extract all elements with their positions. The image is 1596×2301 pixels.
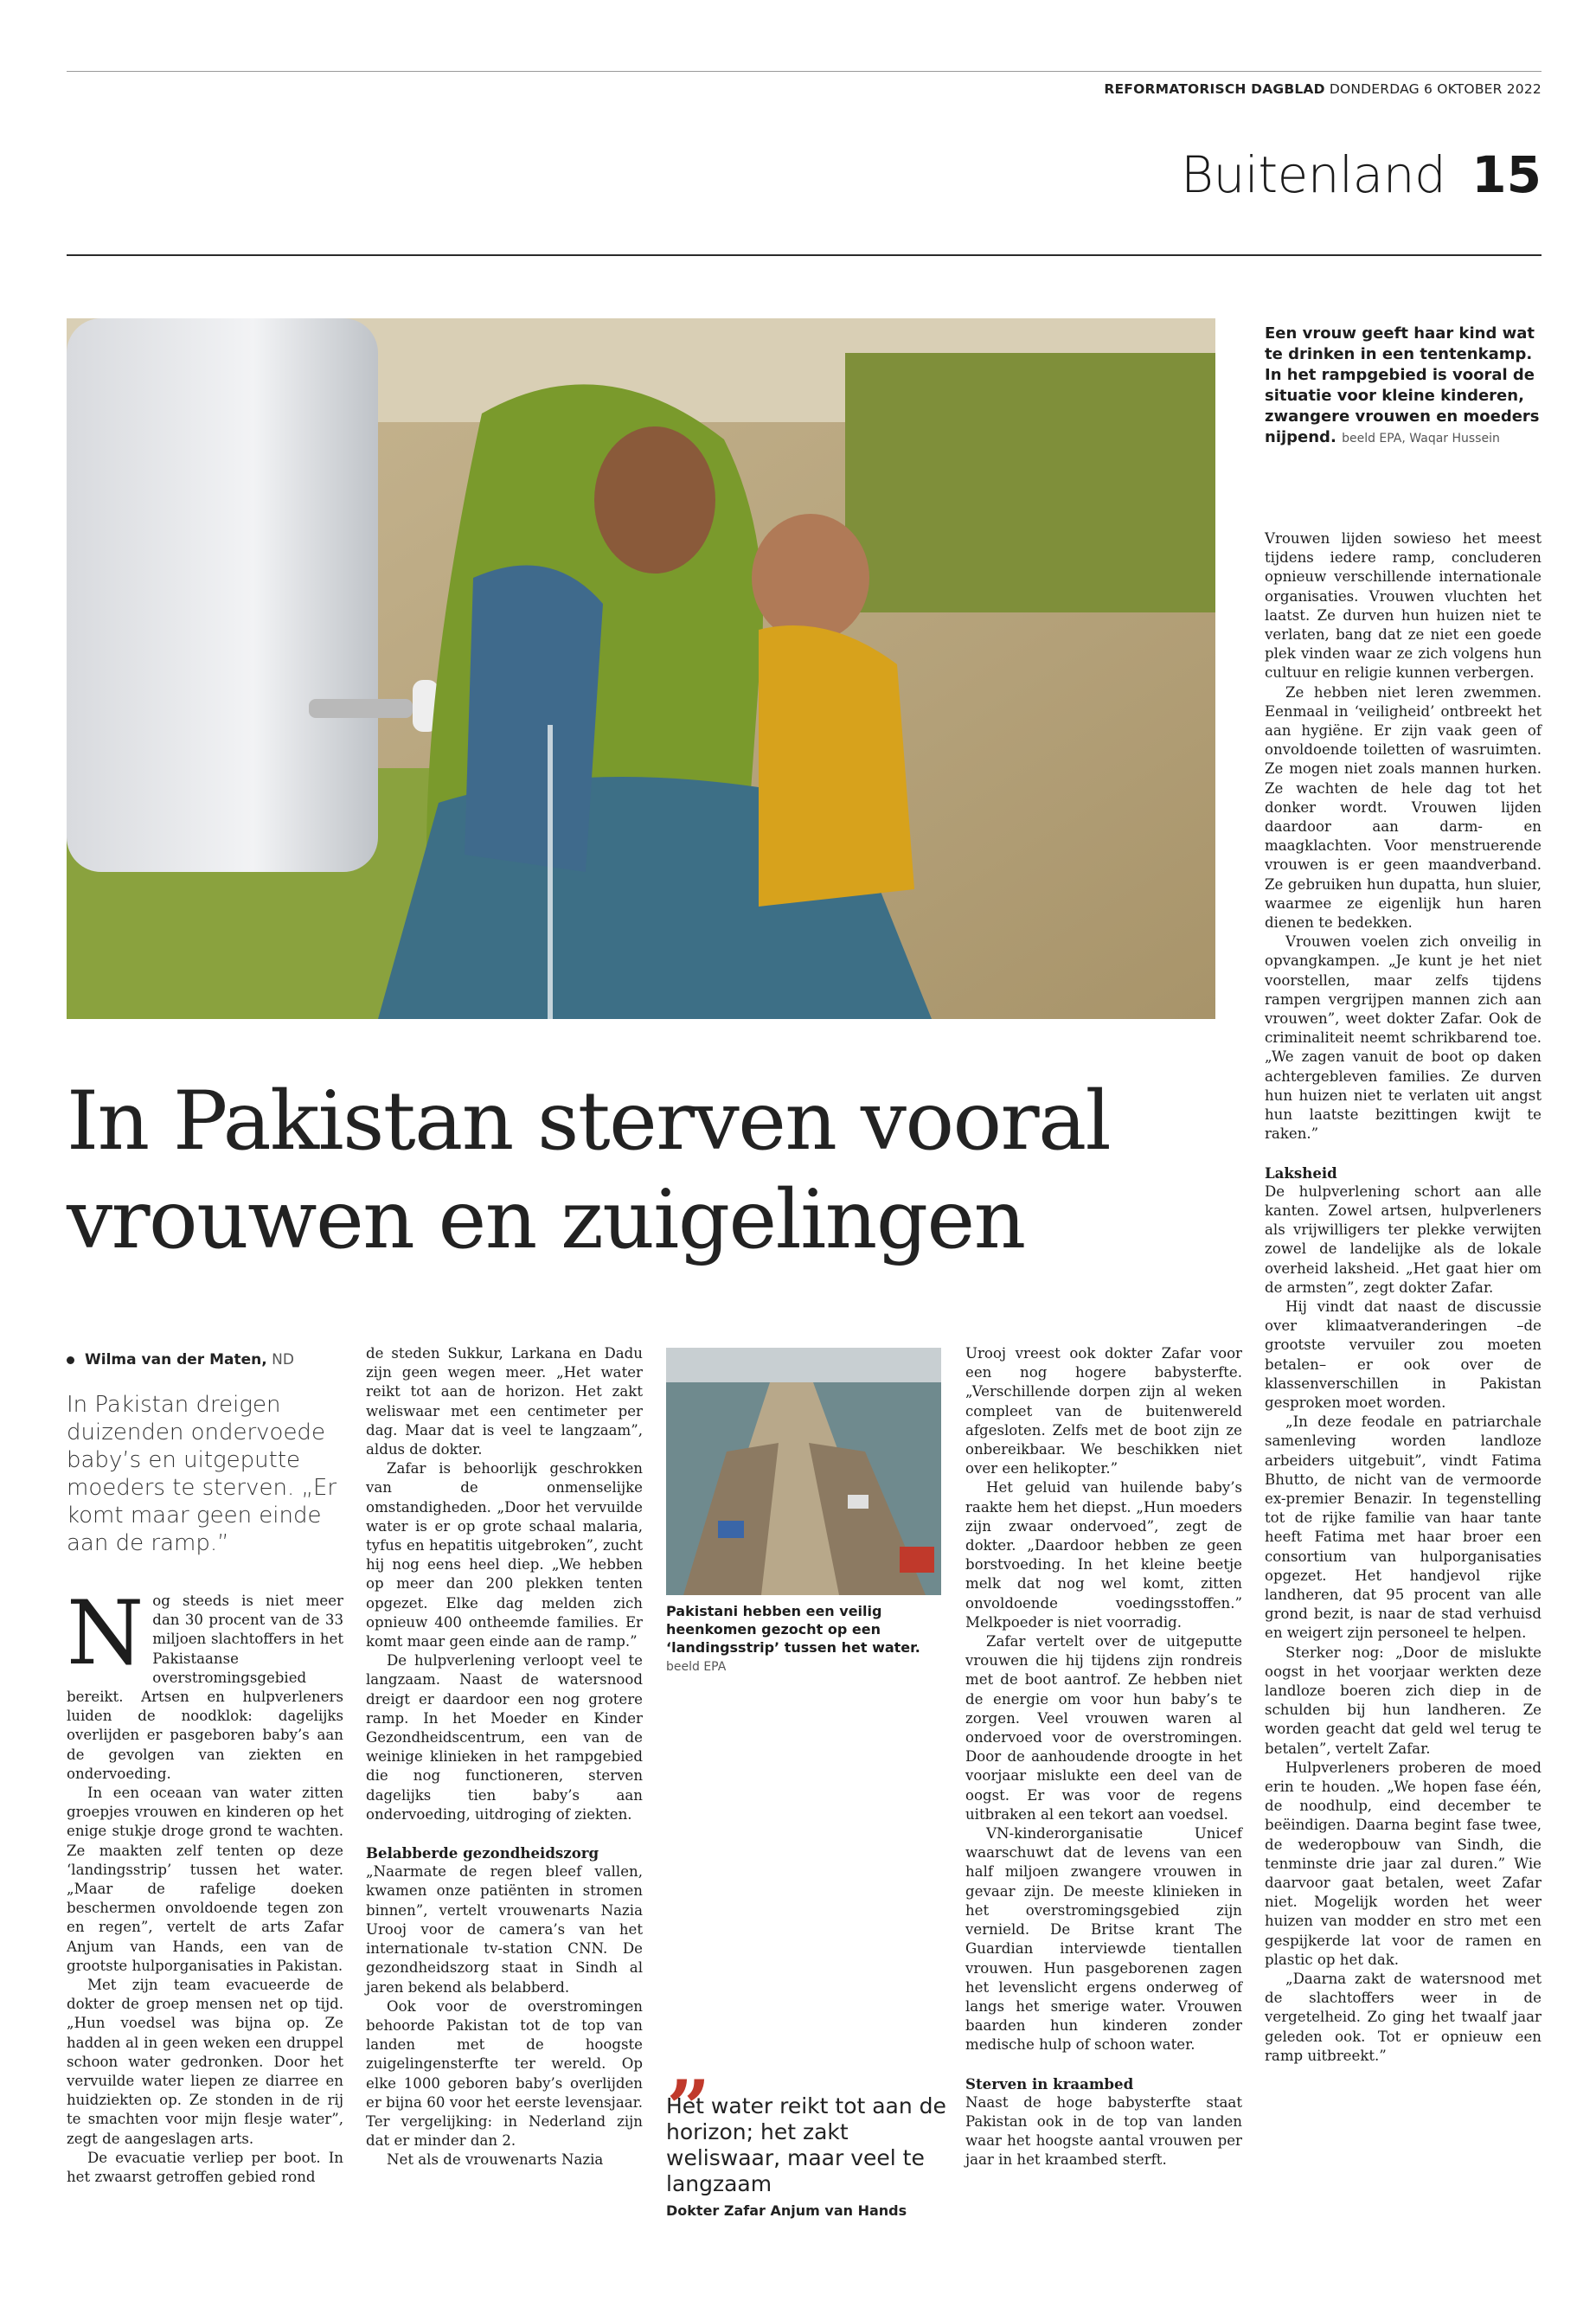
col4-p7: Sterker nog: „Door de mislukte oogst in het voorjaar werkten deze landloze boeren zich diep in de schulden bij hun landheren. Ze worden geacht dat geld wel terug te betalen”, vertelt Zafar. bbox=[1265, 1644, 1542, 1757]
col4-subhead: Laksheid bbox=[1265, 1163, 1337, 1182]
byline-bullet-icon bbox=[67, 1356, 74, 1364]
col4-p6: „In deze feodale en patriarchale samenleving worden landloze arbeiders uitgebuit”, vindt Fatima Bhutto, de nicht van de vermoorde ex-premier Benazir. In tegenstelling tot de rijke familie van haar tante heeft Fatima met haar broer een consortium van hulporganisaties opgezet. Het handjevol rijke landheren, dat 95 procent van alle grond bezit, is naar de stad verhuisd en weigert zijn personeel te helpen. bbox=[1265, 1413, 1542, 1642]
column-3 bbox=[965, 1344, 1242, 2170]
column-4 bbox=[1265, 529, 1542, 2066]
col2-subhead: Belabberde gezondheidszorg bbox=[366, 1844, 599, 1862]
col2-p5: Ook voor de overstromingen behoorde Pakistan tot de top van landen met de hoogste zuigelingensterfte ter wereld. Op elke 1000 geboren baby’s overlijden er bijna 60 voor het eerste levensjaar. Ter vergelijking: in Nederland zijn dat er minder dan 2. bbox=[366, 1997, 643, 2150]
hero-caption bbox=[1265, 324, 1542, 449]
pullquote-text: Het water reikt tot aan de horizon; het zakt weliswaar, maar veel te langzaam bbox=[666, 2093, 946, 2196]
col3-p3: Zafar vertelt over de uitgeputte vrouwen die hij tijdens zijn rondreis met de boot aantrof. Ze hebben niet de energie om voor hun baby’s te zorgen. Veel vrouwen waren al ondervoed voor de overstromingen. Door de aanhoudende droogte in het voorjaar mislukte een deel van de oogst. Er was voor de regens uitbraken al een tekort aan voedsel. bbox=[965, 1633, 1242, 1823]
dropcap-paragraph bbox=[67, 1582, 343, 1784]
hero-photo-illustration bbox=[67, 318, 1215, 1019]
dropcap: N bbox=[67, 1582, 144, 1685]
col4-p8: Hulpverleners proberen de moed erin te houden. „We hopen fase één, de noodhulp, eind december te beëindigen. Daarna begint fase twee, de wederopbouw van Sindh, die tenminste drie jaar zal duren.” Wie daarvoor gaat betalen, weet Zafar niet. Mogelijk worden het weer huizen van modder en stro met een gespijkerde lat voor de ramen en plastic op het dak. bbox=[1265, 1759, 1542, 1968]
col2-p6: Net als de vrouwenarts Nazia bbox=[387, 2151, 604, 2169]
col4-p3: Vrouwen voelen zich onveilig in opvangkampen. „Je kunt je het niet voorstellen, maar zelfs tijdens rampen vergrijpen mannen zich aan vrouwen”, weet dokter Zafar. Ook de criminaliteit neemt schrikbarend toe. „We zagen vanuit de boot op daken achtergebleven families. Ze durven hun huizen niet te verlaten uit angst hun laatste bezittingen kwijt te raken.” bbox=[1265, 933, 1542, 1143]
col1-p2: In een oceaan van water zitten groepjes vrouwen en kinderen op het enige stukje droge grond te wachten. Ze maakten zelf tenten op deze ‘landingsstrip’ tussen het water. „Maar de rafelige doeken beschermen onvoldoende tegen zon en regen”, vertelt de arts Zafar Anjum van Hands, een van de grootste hulporganisaties in Pakistan. bbox=[67, 1785, 343, 1974]
col3-p4: VN-kinderorganisatie Unicef waarschuwt dat de levens van een half miljoen zwangere vrouwen in gevaar zijn. De meeste klinieken in het overstromingsgebied zijn vernield. De Britse krant The Guardian interviewde tientallen vrouwen. Hun pasgeborenen zagen het levenslicht ergens onderweg of langs het smerige water. Vrouwen baarden hun kinderen zonder medische hulp of schoon water. bbox=[965, 1825, 1242, 2054]
camp-photo-caption bbox=[666, 1602, 941, 1676]
top-rule bbox=[67, 71, 1542, 72]
hero-photo bbox=[67, 318, 1215, 1019]
col3-subhead: Sterven in kraambed bbox=[965, 2074, 1134, 2093]
col3-p2: Het geluid van huilende baby’s raakte hem het diepst. „Hun moeders zijn zwaar ondervoed”, zegt de dokter. „Daardoor hebben ze geen borstvoeding. In het kleine beetje melk dat nog wel komt, zitten onvoldoende voedingsstoffen.” Melkpoeder is niet voorradig. bbox=[965, 1479, 1242, 1631]
col3-p1: Urooj vreest ook dokter Zafar voor een nog hogere babysterfte. „Verschillende dorpen zijn al weken compleet van de buitenwereld afgesloten. Zelfs met de boot zijn ze onbereikbaar. We beschikken niet over een helikopter.” bbox=[965, 1345, 1242, 1477]
hero-caption-credit: beeld EPA, Waqar Hussein bbox=[1342, 432, 1500, 445]
col2-subhead-block bbox=[366, 1843, 643, 1862]
masthead bbox=[1104, 81, 1542, 97]
camp-caption-credit: beeld EPA bbox=[666, 1660, 727, 1674]
col4-subhead-block bbox=[1265, 1163, 1542, 1183]
camp-photo-illustration bbox=[666, 1348, 941, 1595]
col1-p4: De evacuatie verliep per boot. In het zwaarst getroffen gebied rond bbox=[67, 2149, 343, 2186]
column-1 bbox=[67, 1582, 343, 2187]
camp-photo bbox=[666, 1348, 941, 1595]
col3-p5: Naast de hoge babysterfte staat Pakistan ook in de top van landen waar het hoogste aantal vrouwen per jaar in het kraambed sterft. bbox=[965, 2093, 1242, 2169]
byline-author: Wilma van der Maten, bbox=[85, 1351, 267, 1368]
column-2 bbox=[366, 1344, 643, 2170]
camp-caption-text: Pakistani hebben een veilig heenkomen gezocht op een ‘landingsstrip’ tussen het water. bbox=[666, 1603, 920, 1656]
issue-date: DONDERDAG 6 OKTOBER 2022 bbox=[1329, 81, 1542, 97]
lead-paragraph: In Pakistan dreigen duizenden ondervoede baby’s en uitgeputte moeders te sterven. „Er komt maar geen einde aan de ramp.” bbox=[67, 1392, 337, 1556]
col4-p1: Vrouwen lijden sowieso het meest tijdens iedere ramp, concluderen opnieuw verschillende internationale organisaties. Vrouwen vluchten het laatst. Ze durven hun huizen niet te verlaten, bang dat ze niet een goede plek vinden waar ze zich volgens hun cultuur en religie kunnen verbergen. bbox=[1265, 530, 1542, 682]
col2-p3: De hulpverlening verloopt veel te langzaam. Naast de watersnood dreigt er daardoor een nog grotere ramp. In het Moeder en Kinder Gezondheidscentrum, een van de weinige klinieken in het rampgebied die nog functioneren, sterven dagelijks tien baby’s aan ondervoeding, uitdroging of ziekten. bbox=[366, 1652, 643, 1823]
byline-source: ND bbox=[272, 1351, 294, 1368]
pullquote-author: Dokter Zafar Anjum van Hands bbox=[666, 2202, 907, 2219]
byline bbox=[67, 1351, 294, 1368]
section-rule bbox=[67, 254, 1542, 256]
hero-caption-text: Een vrouw geeft haar kind wat te drinken in een tentenkamp. In het rampgebied is vooral de situatie voor kleine kinderen, zwangere vrouwen en moeders nijpend. bbox=[1265, 324, 1540, 446]
headline: In Pakistan sterven vooral vrouwen en zuigelingen bbox=[67, 1074, 1111, 1267]
col4-p4: De hulpverlening schort aan alle kanten. Zowel artsen, hulpverleners als vrijwilligers ter plekke verwijten zowel de landelijke als de lokale overheid laksheid. „Het gaat hier om de armsten”, zegt dokter Zafar. bbox=[1265, 1183, 1542, 1296]
col2-p1: de steden Sukkur, Larkana en Dadu zijn geen wegen meer. „Het water reikt tot aan de horizon. Het zakt weliswaar met een centimeter per dag. Maar dat is veel te langzaam”, aldus de dokter. bbox=[366, 1345, 643, 1458]
col1-p3: Met zijn team evacueerde de dokter de groep mensen net op tijd. „Hun voedsel was bijna op. Ze hadden al in geen weken een druppel schoon water gedronken. Door het vervuilde water liepen ze diarree en huidziekten op. Ze stonden in de rij te smachten voor mijn flesje water”, zegt de aangeslagen arts. bbox=[67, 1977, 343, 2147]
col2-p2: Zafar is behoorlijk geschrokken van de onmenselijke omstandigheden. „Door het vervuilde water is er op grote schaal malaria, tyfus en hepatitis uitgebroken”, zucht hij nog eens heel diep. „We hebben op meer dan 200 plekken tenten opgezet. Elke dag melden zich opnieuw 400 ontheemde families. Er komt maar geen einde aan de ramp.” bbox=[366, 1460, 643, 1650]
pullquote-mark: „ bbox=[668, 2019, 712, 2109]
page-number: 15 bbox=[1471, 145, 1542, 204]
section-name: Buitenland bbox=[1181, 145, 1446, 204]
col4-p2: Ze hebben niet leren zwemmen. Eenmaal in ‘veiligheid’ ontbreekt het aan hygiëne. Er zijn vaak geen of onvoldoende toiletten of wasruimten. Ze mogen niet zoals mannen hurken. Ze wachten de hele dag tot het donker wordt. Vrouwen lijden daardoor aan darm- en maagklachten. Voor menstruerende vrouwen is er geen maandverband. Ze gebruiken hun dupatta, hun sluier, waarmee ze eigenlijk hun haren dienen te bedekken. bbox=[1265, 683, 1542, 932]
col2-p4: „Naarmate de regen bleef vallen, kwamen onze patiënten in stromen binnen”, vertelt vrouwenarts Nazia Urooj voor de camera’s van het internationale tv-station CNN. De gezondheidszorg staat in Sindh al jaren bekend als belabberd. bbox=[366, 1863, 643, 1996]
col4-p9: „Daarna zakt de watersnood met de slachtoffers weer in de vergetelheid. Zo ging het twaalf jaar geleden ook. Tot er opnieuw een ramp uitbreekt.” bbox=[1265, 1971, 1542, 2064]
col1-p1: og steeds is niet meer dan 30 procent van de 33 miljoen slachtoffers in het Pakistaanse overstromingsgebied bereikt. Artsen en hulpverleners luiden de noodklok: dagelijks overlijden er pasgeboren baby’s aan de gevolgen van ziekten en ondervoeding. bbox=[67, 1593, 343, 1782]
col4-p5: Hij vindt dat naast de discussie over klimaatveranderingen –de grootste vervuiler zou moeten betalen– er ook over de klassenverschillen in Pakistan gesproken moet worden. bbox=[1265, 1298, 1542, 1411]
section-header bbox=[1181, 145, 1542, 204]
col3-subhead-block bbox=[965, 2074, 1242, 2093]
paper-name: REFORMATORISCH DAGBLAD bbox=[1104, 81, 1325, 97]
